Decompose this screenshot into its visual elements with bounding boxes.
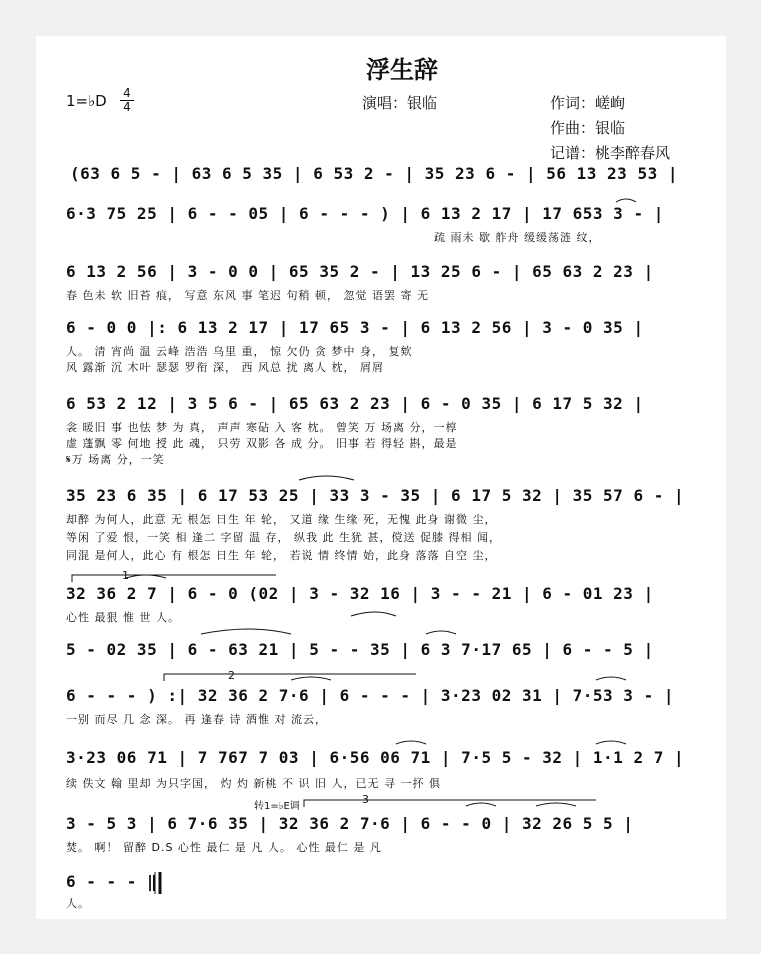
lyric-line: 人。 清 宵尚 温 云峰 浩浩 乌里 重， 惊 欠仍 贪 梦中 身， 复欸 — [66, 345, 413, 358]
lyric-line: 续 佚文 翰 里却 为只字国， 灼 灼 新桃 不 识 旧 人，已无 寻 一抔 俱 — [66, 777, 441, 790]
lyric-line: 同混 是何人，此心 有 根怎 日生 年 轮， 若说 情 终情 始，此身 落落 自空 尘， — [66, 549, 497, 562]
notation-line: 5 - 02 35 | 6 - 63 21 | 5 - - 35 | 6 3 7·17 65 | 6 - - 5 | — [66, 640, 654, 659]
time-signature-bottom: 4 — [123, 100, 131, 114]
time-signature-top: 4 — [123, 86, 131, 100]
lyric-line: 焚。 啊！ 留醉 D.S 心性 最仁 是 凡 人。 心性 最仁 是 凡 — [66, 841, 382, 854]
lyric-line: 疏 雨未 歇 舴舟 缓缓荡涟 纹， — [434, 231, 601, 244]
notation-line: 35 23 6 35 | 6 17 53 25 | 33 3 - 35 | 6 17 5 32 | 35 57 6 - | — [66, 486, 685, 505]
lyricist-credit: 作词：嵯峋 — [550, 94, 626, 112]
singer-credit: 演唱：银临 — [362, 94, 438, 112]
key-change-label: 转1=♭E调 — [254, 801, 300, 812]
lyric-line: 衾 暖旧 事 也怯 梦 为 真， 声声 寒砧 入 客 枕。 曾笑 万 场离 分，一椁 — [66, 421, 458, 434]
lyric-line: 虚 蓬飘 零 何地 授 此 魂， 只劳 双影 各 成 分。 旧事 若 得轻 斟，最是 — [66, 437, 458, 450]
notation-line: 6 53 2 12 | 3 5 6 - | 65 63 2 23 | 6 - 0 35 | 6 17 5 32 | — [66, 394, 644, 413]
volta-2-label: 2 — [228, 669, 236, 682]
notation-line: 6·3 75 25 | 6 - - 05 | 6 - - - ) | 6 13 2 17 | 17 653 3 - | — [66, 204, 664, 223]
song-title: 浮生辞 — [366, 55, 438, 84]
lyric-line: 等闲 了爱 恨，一笑 相 逢二 字留 温 存， 纵我 此 生犹 甚，傥送 促膝 得相 闻， — [66, 531, 501, 544]
score-sheet — [36, 36, 726, 919]
volta-1-label: 1 — [122, 569, 130, 582]
notation-line: 6 13 2 56 | 3 - 0 0 | 65 35 2 - | 13 25 6 - | 65 63 2 23 | — [66, 262, 654, 281]
composer-credit: 作曲：银临 — [550, 119, 626, 137]
lyric-line: 一别 而尽 几 念 深。 再 逢春 诗 酒惟 对 流云， — [66, 713, 327, 726]
lyric-line: 却醉 为何人，此意 无 根怎 日生 年 轮， 又道 缘 生缘 死，无愧 此身 谢微 尘， — [66, 513, 497, 526]
lyric-line: 𝄋万 场离 分，一笑 — [66, 453, 165, 466]
notation-line: 6 - - - ‖ — [66, 872, 158, 891]
key-signature: 1=♭D — [66, 92, 107, 110]
notation-line: 32 36 2 7 | 6 - 0 (02 | 3 - 32 16 | 3 - - 21 | 6 - 01 23 | — [66, 584, 654, 603]
notation-line: 6 - 0 0 |: 6 13 2 17 | 17 65 3 - | 6 13 2 56 | 3 - 0 35 | — [66, 318, 644, 337]
notation-line: 3·23 06 71 | 7 767 7 03 | 6·56 06 71 | 7·5 5 - 32 | 1·1 2 7 | — [66, 748, 685, 767]
score-marks — [36, 36, 726, 919]
lyric-line: 风 露渐 沉 木叶 瑟瑟 罗衔 深， 西 风总 扰 离人 枕， 屑屑 — [66, 361, 384, 374]
lyric-line: 心性 最狠 惟 世 人。 — [66, 611, 180, 624]
notation-line: 3 - 5 3 | 6 7·6 35 | 32 36 2 7·6 | 6 - - 0 | 32 26 5 5 | — [66, 814, 634, 833]
notation-line: 6 - - - ) :| 32 36 2 7·6 | 6 - - - | 3·23 02 31 | 7·53 3 - | — [66, 686, 674, 705]
lyric-line: 人。 — [66, 897, 90, 910]
volta-3-label: 3 — [362, 793, 370, 806]
notation-line: (63 6 5 - | 63 6 5 35 | 6 53 2 - | 35 23 6 - | 56 13 23 53 | — [70, 164, 678, 183]
lyric-line: 春 色未 软 旧苔 痕， 写意 东风 事 笔迟 句稍 顿， 忽觉 语罢 寄 无 — [66, 289, 429, 302]
transcriber-credit: 记谱：桃李醉春风 — [550, 144, 671, 162]
